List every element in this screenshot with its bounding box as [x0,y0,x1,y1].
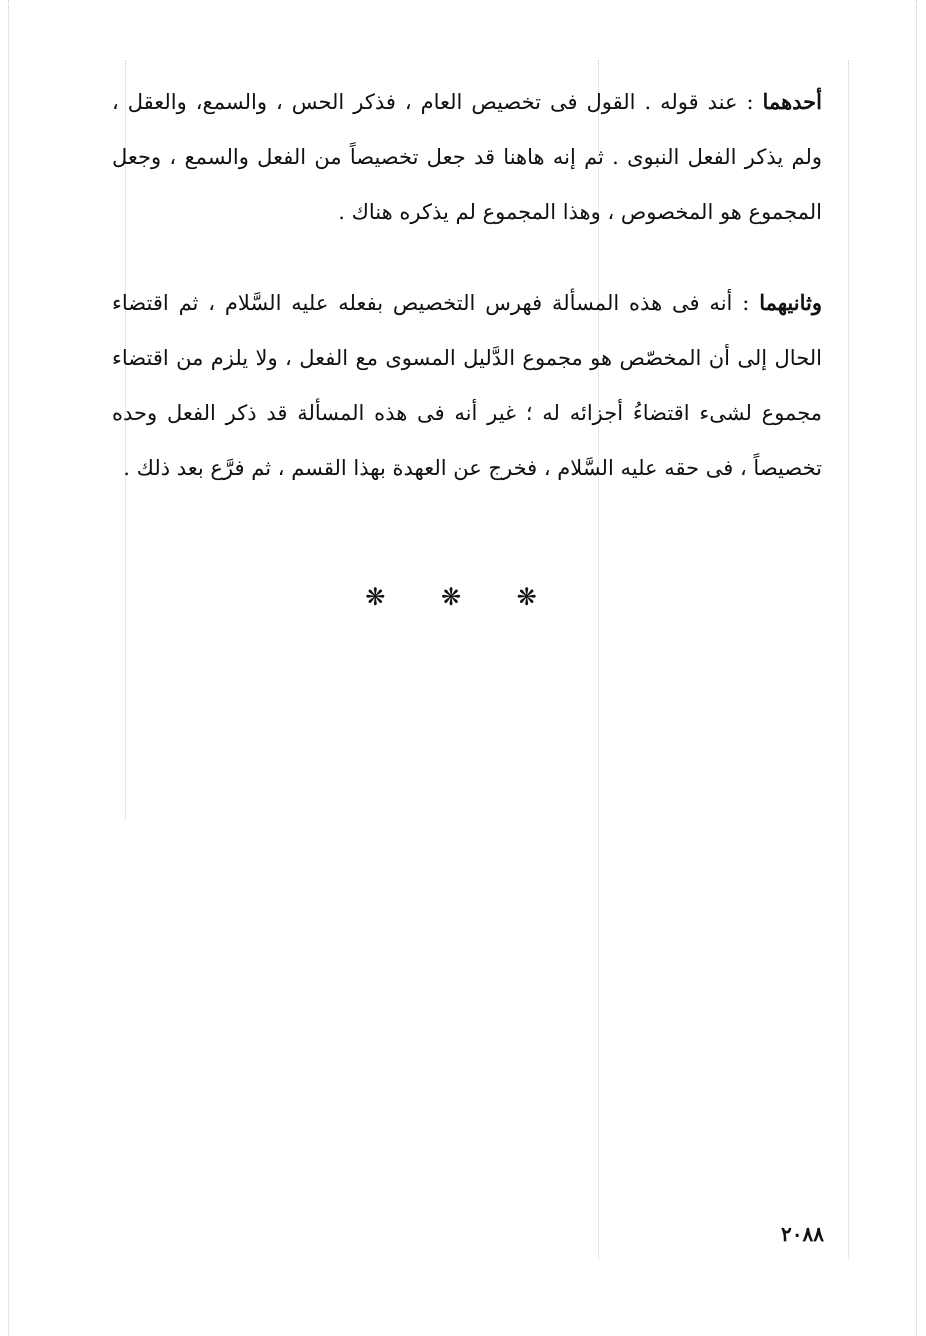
paragraph-lead: وثانيهما [759,290,822,315]
scan-guide-line [598,60,599,1260]
section-ornament: ❋ ❋ ❋ [365,583,561,611]
paragraph-first [112,74,822,240]
page-number: ٢٠٨٨ [781,1222,824,1246]
scan-guide-line [848,60,849,1260]
paragraph-text: : أنه فى هذه المسألة فهرس التخصيص بفعله عليه السَّلام ، ثم اقتضاء الحال إلى أن المخصّص هو مجموع الدَّليل المسوى مع الفعل ، ولا يلزم من اقتضاء مجموع لشىء اقتضاءُ أجزائه له ؛ غير أنه فى هذه المسألة قد ذكر الفعل وحده تخصيصاً ، فى حقه عليه السَّلام ، فخرج عن العهدة بهذا القسم ، ثم فرَّع بعد ذلك . [112,291,822,480]
paragraph-lead: أحدهما [762,89,822,114]
scan-guide-line [916,0,917,1336]
paragraph-text: : عند قوله . القول فى تخصيص العام ، فذكر الحس ، والسمع، والعقل ، ولم يذكر الفعل النبوى . ثم إنه هاهنا قد جعل تخصيصاً من الفعل والسمع ، وجعل المجموع هو المخصوص ، وهذا المجموع لم يذكره هناك . [112,90,822,224]
scan-guide-line [8,0,9,1336]
paragraph-second [112,275,822,496]
